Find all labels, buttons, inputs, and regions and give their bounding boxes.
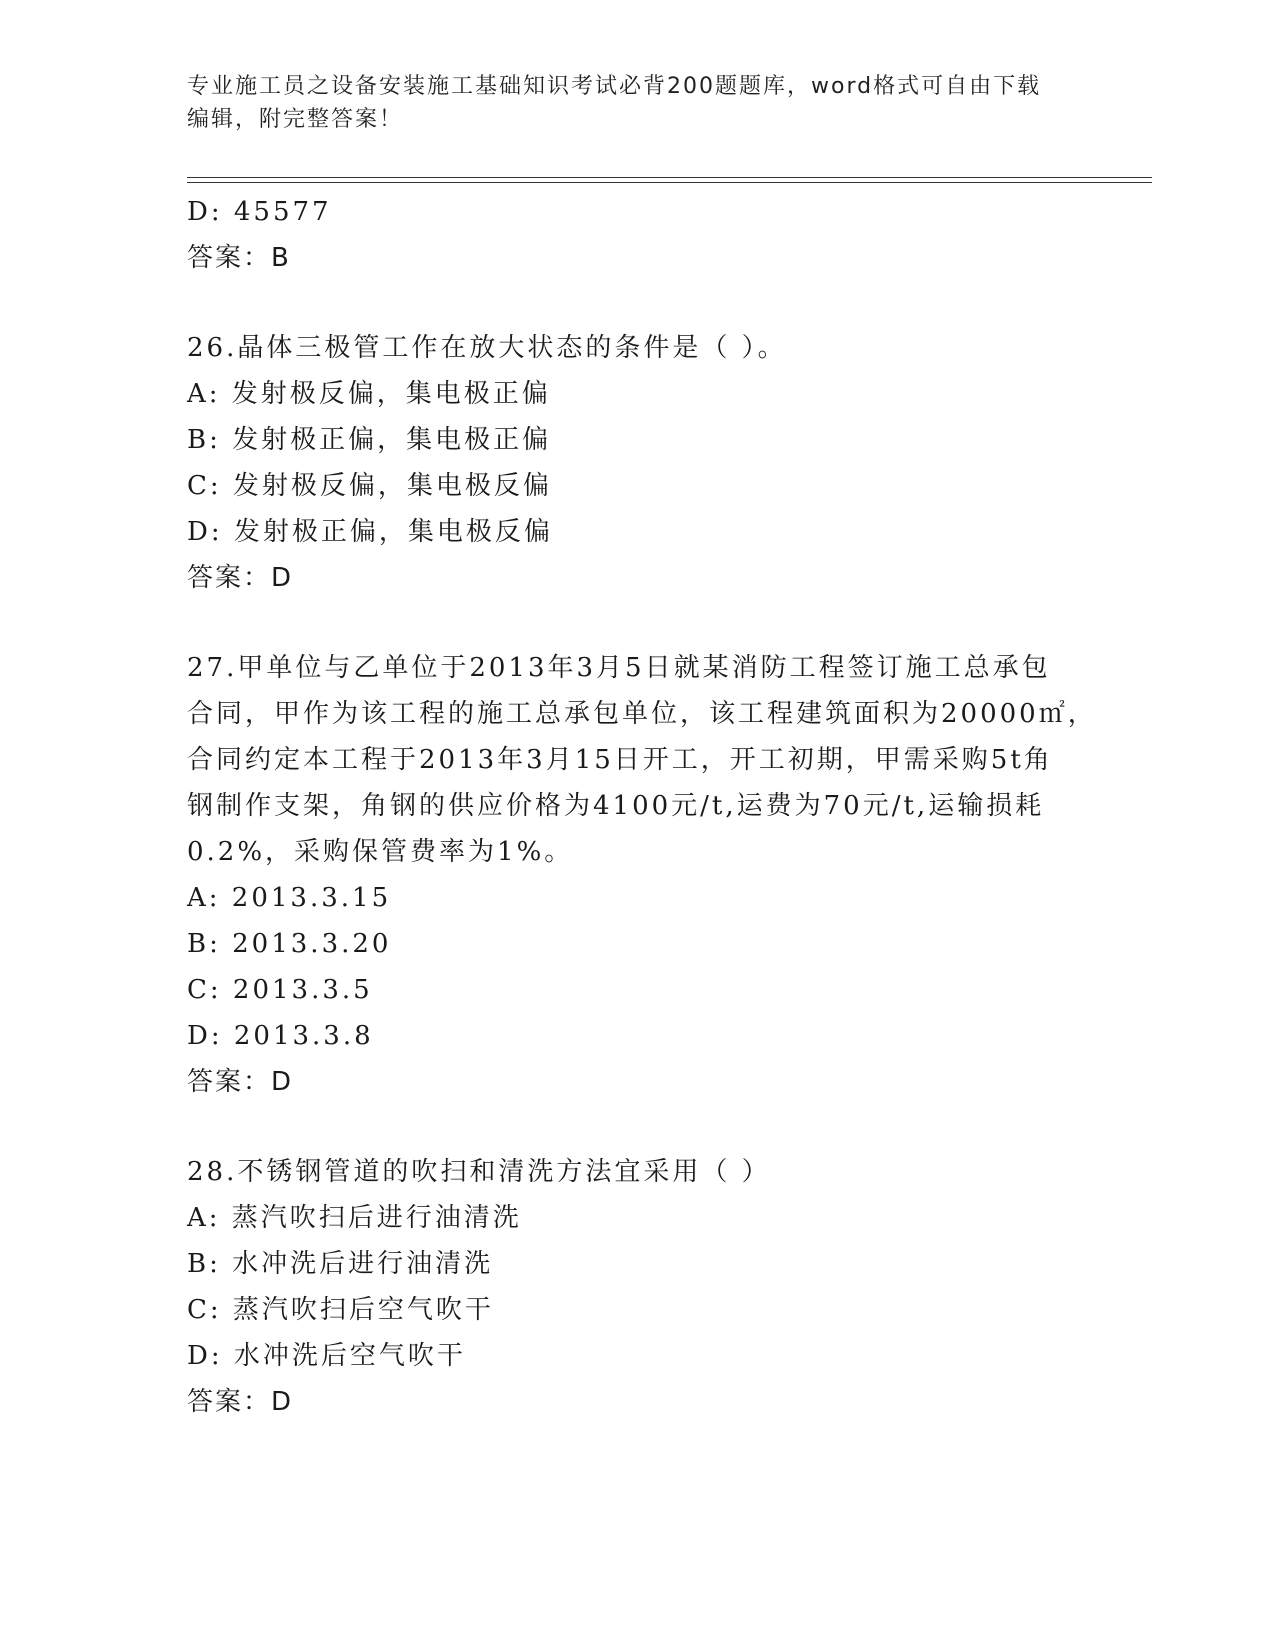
header-divider-top (187, 177, 1152, 178)
question-stem (187, 645, 1097, 875)
option-d: D: 2013.3.8 (187, 1021, 374, 1051)
spacer (187, 601, 1087, 645)
stem-line: 28.不锈钢管道的吹扫和清洗方法宜采用（ ） (187, 1157, 771, 1187)
stem-line: 0.2%，采购保管费率为1%。 (187, 837, 574, 867)
option-c: C: 2013.3.5 (187, 975, 373, 1005)
option-d: D: 水冲洗后空气吹干 (187, 1341, 466, 1371)
option-b: B: 2013.3.20 (187, 929, 392, 959)
option-b: B: 水冲洗后进行油清洗 (187, 1249, 494, 1279)
stem-line: 合同约定本工程于2013年3月15日开工，开工初期，甲需采购5t角 (187, 745, 1053, 775)
question-stem (187, 325, 1087, 371)
spacer (187, 281, 1087, 325)
header-divider-bottom (187, 182, 1152, 183)
header-title-line-1: 专业施工员之设备安装施工基础知识考试必背200题题库，word格式可自由下载 (187, 74, 1042, 99)
option-a: A: 发射极反偏，集电极正偏 (187, 379, 551, 409)
option-a: A: 蒸汽吹扫后进行油清洗 (187, 1203, 522, 1233)
answer: 答案：D (187, 1387, 294, 1417)
page-header (187, 70, 1087, 136)
question-28 (187, 1149, 1087, 1425)
spacer (187, 1105, 1087, 1149)
question-26 (187, 325, 1087, 601)
question-27 (187, 645, 1097, 1105)
prev-option-d: D: 45577 (187, 197, 332, 227)
stem-line: 27.甲单位与乙单位于2013年3月5日就某消防工程签订施工总承包 (187, 653, 1051, 683)
option-a: A: 2013.3.15 (187, 883, 392, 913)
header-title-line-2: 编辑，附完整答案！ (187, 107, 404, 132)
stem-line: 钢制作支架，角钢的供应价格为4100元/t,运费为70元/t,运输损耗 (187, 791, 1045, 821)
option-b: B: 发射极正偏，集电极正偏 (187, 425, 552, 455)
answer: 答案：D (187, 563, 294, 593)
option-c: C: 发射极反偏，集电极反偏 (187, 471, 552, 501)
stem-line: 26.晶体三极管工作在放大状态的条件是（ ）。 (187, 333, 787, 363)
option-d: D: 发射极正偏，集电极反偏 (187, 517, 553, 547)
question-stem (187, 1149, 1087, 1195)
question-content (187, 189, 1097, 1425)
stem-line: 合同，甲作为该工程的施工总承包单位，该工程建筑面积为20000㎡， (187, 699, 1097, 729)
prev-answer: 答案：B (187, 243, 291, 273)
option-c: C: 蒸汽吹扫后空气吹干 (187, 1295, 494, 1325)
answer: 答案：D (187, 1067, 294, 1097)
